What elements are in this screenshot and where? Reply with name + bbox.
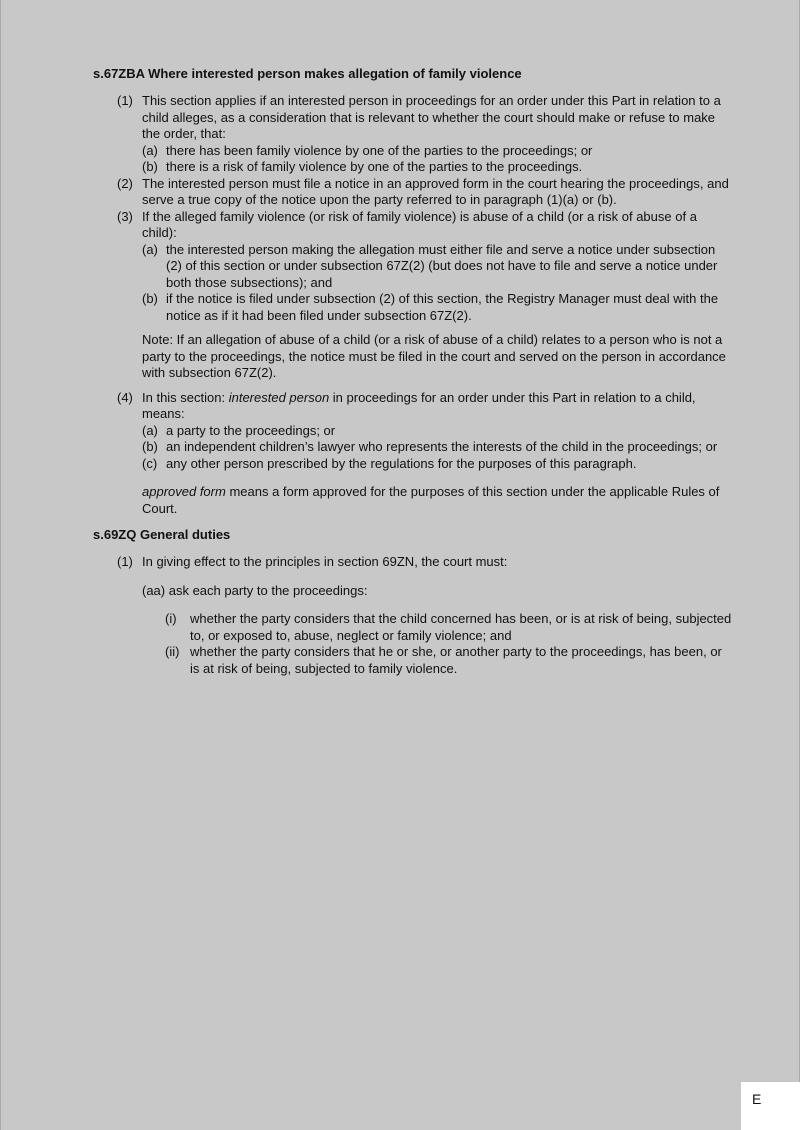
clause-69zq-1 xyxy=(117,554,733,571)
defined-term: interested person xyxy=(228,389,330,405)
paragraph-number: (b) xyxy=(142,291,158,306)
subparagraph-i xyxy=(165,611,733,644)
paragraph-number: (a) xyxy=(142,241,158,257)
paragraph-text: if the notice is filed under subsection (2) of this section, the Registry Manager must deal with the notice as if it had been filed under subsection 67Z(2). xyxy=(166,291,719,323)
page-tab xyxy=(741,1082,800,1130)
paragraph-text: a party to the proceedings; or xyxy=(166,422,336,438)
note: Note: If an allegation of abuse of a child (or a risk of abuse of a child) relates to a person who is not a party to the proceedings, the notice must be filed in the court and served on the person in accordance with subsection 67Z(2). xyxy=(142,332,726,380)
clause-number: (3) xyxy=(117,208,133,224)
clause-text: If the alleged family violence (or risk of family violence) is abuse of a child (or a risk of abuse of a child): xyxy=(142,208,697,240)
clause-text: The interested person must file a notice in an approved form in the court hearing the proceedings, and serve a true copy of the notice upon the party referred to in paragraph (1)(a) or (b). xyxy=(142,175,729,207)
clause-text xyxy=(142,390,733,423)
clause-2 xyxy=(117,176,733,209)
subparagraph-text: whether the party considers that the child concerned has been, or is at risk of being, subjected to, or exposed to, abuse, neglect or family violence; and xyxy=(190,611,732,643)
paragraph-number: (b) xyxy=(142,439,158,454)
paragraph-text: the interested person making the allegation must either file and serve a notice under subsection (2) of this section or under subsection 67Z(2) (but does not have to file and serve a notice under both those subsections); and xyxy=(166,241,718,290)
subparagraph-number: (ii) xyxy=(165,644,180,659)
paragraph-3a xyxy=(142,242,733,292)
paragraph-4c xyxy=(142,456,733,473)
section-heading-69zq: s.69ZQ General duties xyxy=(93,527,231,542)
clause-3 xyxy=(117,209,733,242)
definition-approved-form xyxy=(142,484,733,517)
paragraph-text: there has been family violence by one of the parties to the proceedings; or xyxy=(166,142,593,158)
paragraph-text: an independent children’s lawyer who represents the interests of the child in the proceedings; or xyxy=(166,439,718,454)
paragraph-number: (a) xyxy=(142,422,158,438)
clause-4 xyxy=(117,390,733,423)
paragraph-4a xyxy=(142,423,733,440)
clause-number: (1) xyxy=(117,554,133,569)
paragraph-1a xyxy=(142,143,733,160)
section-heading-67zba: s.67ZBA Where interested person makes allegation of family violence xyxy=(93,66,522,81)
subparagraph-number: (i) xyxy=(165,611,177,626)
paragraph-aa: (aa) ask each party to the proceedings: xyxy=(142,582,368,598)
clause-text-suffix: in proceedings for an order under this Part in relation to a child, means: xyxy=(142,389,696,421)
paragraph-1b xyxy=(142,159,733,176)
subparagraph-text: whether the party considers that he or she, or another party to the proceedings, has been, or is at risk of being, subjected to family violence. xyxy=(190,644,722,676)
clause-text: In giving effect to the principles in section 69ZN, the court must: xyxy=(142,554,508,569)
paragraph-4b xyxy=(142,439,733,456)
clause-number: (2) xyxy=(117,175,133,191)
definition-text: means a form approved for the purposes of this section under the applicable Rules of Court. xyxy=(142,484,720,516)
paragraph-text: there is a risk of family violence by one of the parties to the proceedings. xyxy=(166,159,583,174)
clause-text-prefix: In this section: xyxy=(142,389,229,405)
clause-number: (1) xyxy=(117,93,133,108)
page-border-left xyxy=(0,0,1,1130)
paragraph-3b xyxy=(142,291,733,324)
paragraph-text: any other person prescribed by the regulations for the purposes of this paragraph. xyxy=(166,455,637,471)
paragraph-number: (a) xyxy=(142,142,158,158)
subparagraph-ii xyxy=(165,644,733,677)
paragraph-number: (b) xyxy=(142,159,158,174)
paragraph-number: (c) xyxy=(142,455,158,471)
document-content xyxy=(93,66,733,677)
defined-term: approved form xyxy=(142,484,226,499)
clause-1 xyxy=(117,93,733,143)
clause-text: This section applies if an interested person in proceedings for an order under this Part in relation to a child alleges, as a consideration that is relevant to whether the court should make or refuse to make the order, that: xyxy=(142,93,721,141)
clause-number: (4) xyxy=(117,389,133,405)
page-tab-label: E xyxy=(752,1091,762,1107)
